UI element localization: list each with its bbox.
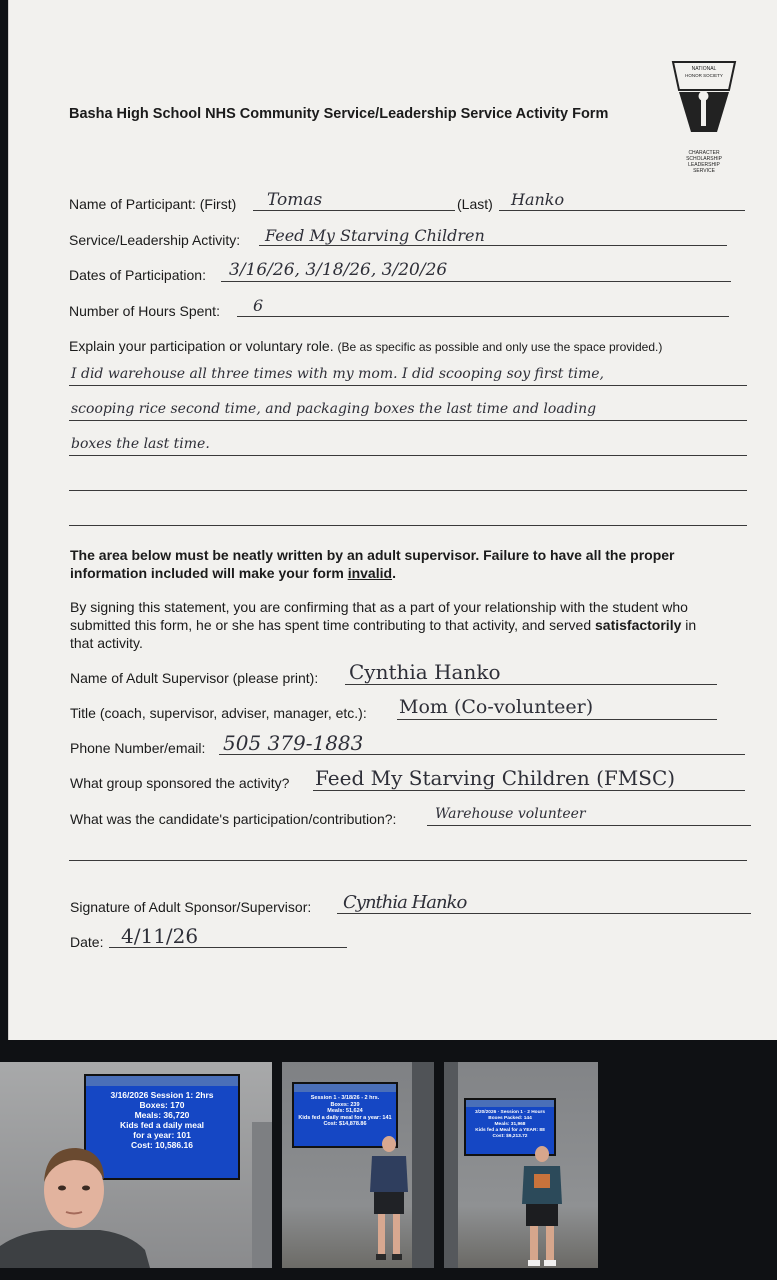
supervisor-title-value: Mom (Co-volunteer) [399, 696, 594, 718]
screen3-line-5: Cost: $9,213.72 [492, 1134, 528, 1139]
contribution-value: Warehouse volunteer [435, 806, 586, 822]
screen1-line-4: Kids fed a daily meal [119, 1120, 205, 1130]
seal-text-5: LEADERSHIP [688, 162, 720, 168]
supervisor-title-label: Title (coach, supervisor, adviser, manager, etc.): [70, 705, 367, 721]
screen1-line-6: Cost: 10,586.16 [131, 1140, 193, 1150]
explain-label-text: Explain your participation or voluntary role. [69, 338, 334, 354]
explain-line-1 [69, 385, 747, 386]
notice-invalid: invalid [347, 565, 393, 581]
supervisor-name-line [345, 684, 717, 685]
explain-text-2: scooping rice second time, and packaging boxes the last time and loading [71, 401, 597, 417]
explain-label [69, 338, 662, 354]
hours-label: Number of Hours Spent: [69, 303, 220, 319]
screen3-line-1: 3/20/2026 · Session 1 · 2 Hours [474, 1110, 546, 1115]
explain-line-2 [69, 420, 747, 421]
seal-text-6: SERVICE [693, 168, 715, 174]
contribution-label: What was the candidate's participation/contribution?: [70, 811, 397, 827]
screen1-line-2: Boxes: 170 [139, 1100, 185, 1110]
screen3-line-3: Meals: 31,968 [494, 1122, 526, 1127]
group-value: Feed My Starving Children (FMSC) [315, 766, 676, 790]
screen3-line-2: Boxes Packed: 144 [488, 1116, 532, 1121]
person-3 [520, 1144, 564, 1268]
photo-3 [444, 1062, 598, 1268]
explain-line-4 [69, 490, 747, 491]
statement-line-1: By signing this statement, you are confirming that as a part of your relationship with the student who [70, 599, 688, 615]
dates-line [221, 281, 731, 282]
screen1-line-1: 3/16/2026 Session 1: 2hrs [110, 1090, 214, 1100]
notice-line-2-suffix: . [392, 565, 396, 581]
screen3-line-4: Kids fed a Meal for a YEAR: 88 [475, 1128, 545, 1133]
activity-value: Feed My Starving Children [265, 226, 485, 245]
last-name-value: Hanko [511, 190, 565, 209]
signature-label: Signature of Adult Sponsor/Supervisor: [70, 899, 312, 915]
photo-1 [0, 1062, 272, 1268]
hours-value: 6 [253, 296, 264, 315]
person-2 [368, 1134, 410, 1268]
date-value: 4/11/26 [121, 924, 199, 948]
signature-value: Cynthia Hanko [343, 892, 467, 913]
screen2-line-5: Cost: $14,878.86 [323, 1121, 367, 1127]
statement-line-3: that activity. [70, 635, 143, 651]
group-label: What group sponsored the activity? [70, 775, 290, 791]
date-label: Date: [70, 934, 104, 950]
supervisor-title-line [397, 719, 717, 720]
screen1-line-5: for a year: 101 [133, 1130, 191, 1140]
seal-text-2: HONOR SOCIETY [685, 73, 723, 78]
activity-label: Service/Leadership Activity: [69, 232, 241, 248]
group-line [313, 790, 745, 791]
dates-label: Dates of Participation: [69, 267, 206, 283]
statement-satisfactorily: satisfactorily [595, 617, 682, 633]
phone-label: Phone Number/email: [70, 740, 206, 756]
nhs-seal-icon [669, 60, 739, 180]
screen2-line-2: Boxes: 239 [330, 1101, 360, 1108]
notice-line-2-prefix: information included will make your form [70, 565, 348, 581]
screen1-line-3: Meals: 36,720 [134, 1110, 190, 1120]
first-name-value: Tomas [267, 190, 323, 210]
person-1 [0, 1142, 150, 1268]
screen2-line-3: Meals: 51,624 [327, 1108, 363, 1114]
first-name-label: Name of Participant: (First) [69, 196, 237, 212]
phone-value: 505 379-1883 [223, 731, 364, 755]
explain-hint: (Be as specific as possible and only use the space provided.) [337, 340, 663, 354]
hours-line [237, 316, 729, 317]
statement-line-2-prefix: submitted this form, he or she has spent time contributing to that activity, and served [70, 617, 595, 633]
contribution-extra-line [69, 860, 747, 861]
last-name-line [499, 210, 745, 211]
supervisor-name-value: Cynthia Hanko [349, 660, 501, 684]
signature-line [337, 913, 751, 914]
seal-text-1: NATIONAL [691, 66, 717, 72]
statement-line-2-suffix: in [681, 617, 697, 633]
explain-line-3 [69, 455, 747, 456]
notice-line-1: The area below must be neatly written by an adult supervisor. Failure to have all the proper [70, 547, 675, 563]
explain-line-5 [69, 525, 747, 526]
photo-2 [282, 1062, 434, 1268]
form-title: Basha High School NHS Community Service/Leadership Service Activity Form [69, 106, 609, 122]
screen2-line-1: Session 1 - 3/18/26 - 2 hrs. [310, 1095, 380, 1101]
last-name-label: (Last) [457, 196, 493, 212]
screen2-line-4: Kids fed a daily meal for a year: 141 [298, 1114, 392, 1121]
supervisor-name-label: Name of Adult Supervisor (please print): [70, 670, 319, 686]
statement-line-2 [70, 617, 696, 633]
first-name-line [253, 210, 455, 211]
seal-text-4: SCHOLARSHIP [686, 156, 722, 162]
explain-text-3: boxes the last time. [71, 436, 210, 452]
activity-line [259, 245, 727, 246]
notice-line-2 [70, 565, 396, 581]
seal-text-3: CHARACTER [688, 150, 720, 156]
contribution-line [427, 825, 751, 826]
explain-text-1: I did warehouse all three times with my mom. I did scooping soy first time, [71, 366, 604, 382]
form-paper [8, 0, 777, 1040]
dates-value: 3/16/26, 3/18/26, 3/20/26 [229, 260, 448, 280]
photo-strip [0, 1062, 777, 1268]
